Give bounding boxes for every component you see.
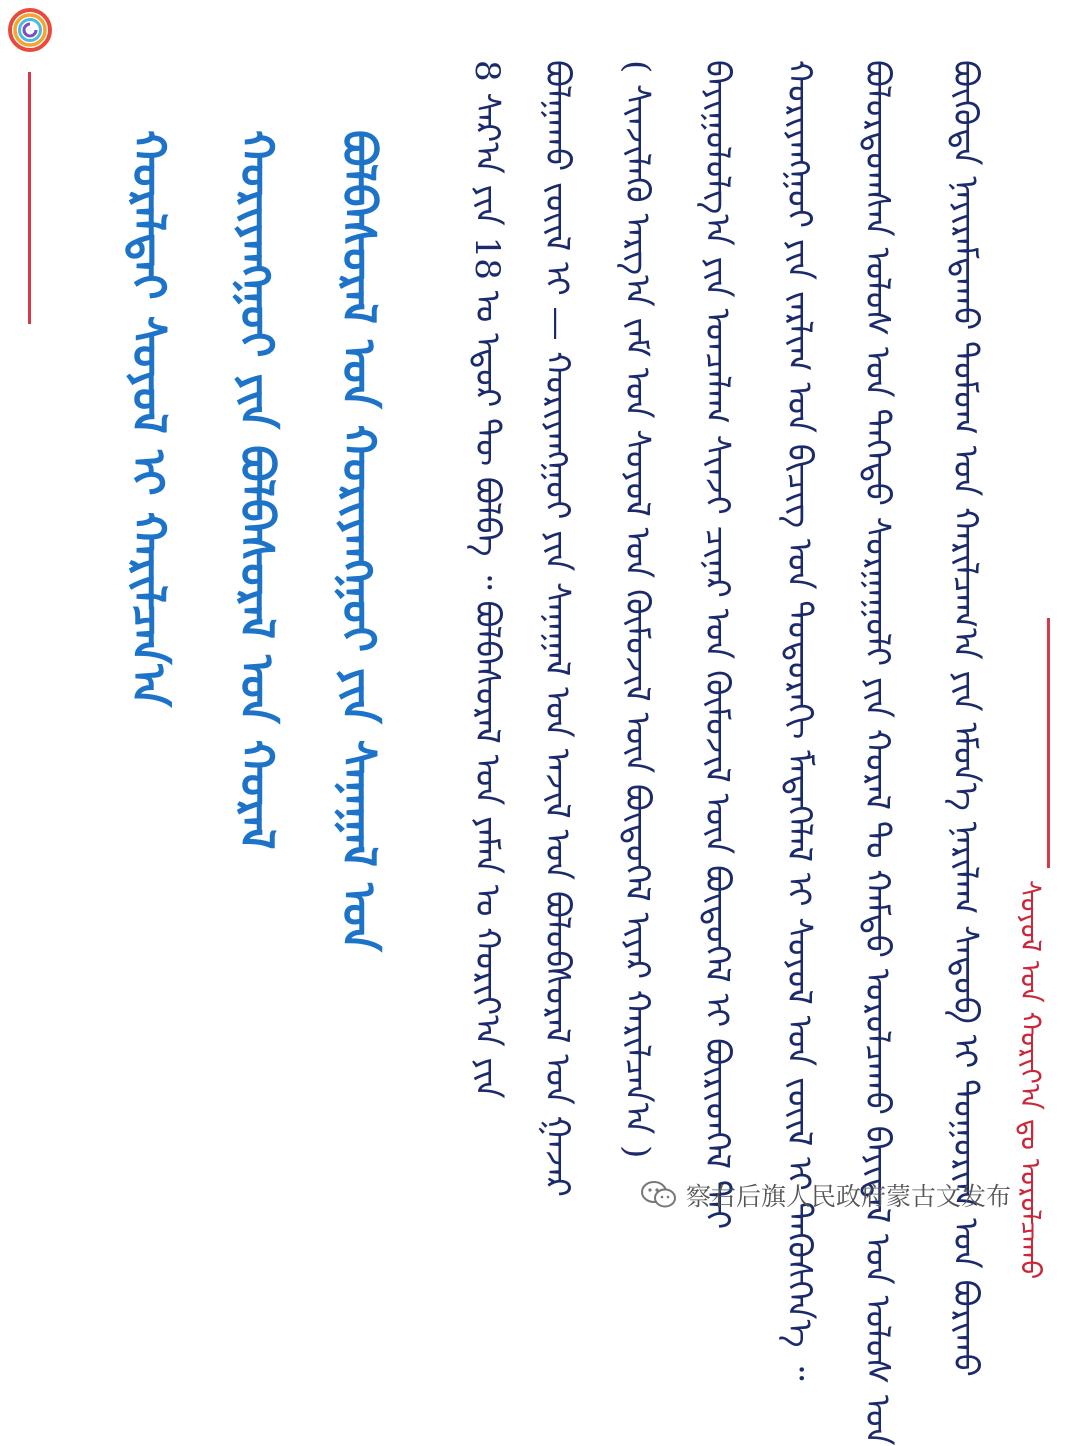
title-line-2: ᠬᠣᠷᠢᠶᠠᠩᠭᠤᠢ ᠶᠢᠨ ᠪᠣᠯᠪᠠᠰᠤᠷᠠᠯ ᠤᠨ ᠬᠤᠷᠠᠯ: [230, 130, 284, 850]
body-line-3: ᠬᠣᠷᠢᠶᠠᠩᠭᠤᠢ ᠶᠢᠨ ᠵᠠᠷᠯᠢᠭ ᠤᠨ ᠪᠢᠴᠢᠭ ᠤᠨ ᠳᠣᠳᠣᠷᠠᠬᠢ ᠮᠡᠳᠡᠭᠡᠯᠡᠯ ᠢ ᠰᠣᠶᠣᠯ ᠤᠨ ᠵᠦᠢᠯ ᠢ ᠲᠡᠭᠦᠰᠭᠡᠨ᠎ᠡ ᠃: [779, 60, 819, 1381]
title-line-1: ᠪᠣᠯᠪᠠᠰᠤᠷᠠᠯ ᠤᠨ ᠬᠤᠷᠢᠶᠠᠩᠭᠤᠢ ᠶᠢᠨ ᠰᠠᠨᠠᠭᠠᠯ ᠤᠨ: [332, 130, 386, 952]
body-line-4: ᠪᠠᠶᠢᠭᠤᠯᠤᠯᠭ᠎ᠠ ᠶᠢᠨ ᠣᠨᠴᠠᠯᠠᠭ ᠰᠢᠨᠵᠢ ᠴᠢᠨᠠᠷ ᠤᠨ ᠬᠦᠮᠦᠵᠢᠯ ᠦᠨ ᠪᠦᠲᠦᠭᠡᠯ ᠢ ᠪᠦᠷᠢᠳᠬᠡᠯ ᠲᠡᠢ: [697, 60, 737, 1230]
wechat-icon: [640, 1180, 678, 1210]
watermark-text: 察右后旗人民政府蒙古文发布: [686, 1182, 1012, 1211]
body-line-5: ( ᠰᠢᠨᠵᠢᠯᠡᠬᠦ ᠠᠷᠭ᠎ᠠ ᠵᠠᠮ ᠤᠨ ᠰᠣᠶᠣᠯ ᠤᠨ ᠬᠦᠮᠦᠵᠢᠯ ᠦᠨ ᠪᠦᠲᠦᠭᠡᠯ ᠢᠶᠡᠷ ᠬᠠᠷᠢᠯᠴᠠᠨ᠎ᠠ ): [617, 60, 657, 1159]
body-line-6: ᠪᠣᠯᠭᠠᠬᠤ ᠵᠦᠢᠯ ᠢ — ᠬᠣᠷᠢᠶᠠᠩᠭᠤᠢ ᠶᠢᠨ ᠰᠠᠨᠠᠭᠠᠯ ᠤᠨ ᠠᠵᠢᠯ ᠤᠨ ᠪᠣᠯᠣᠪᠰᠤᠷᠠᠯ ᠤᠨ ᠭᠠᠵᠠᠷ: [537, 60, 577, 1197]
body-line-1: ᠪᠦᠭᠦᠳᠡ ᠨᠠᠶᠢᠷᠠᠮᠳᠠᠬᠤ ᠳᠣᠮᠣᠭ ᠤᠨ ᠬᠠᠷᠢᠯᠴᠠᠭ᠎ᠠ ᠶᠢᠨ ᠡᠮᠦᠨ᠎ᠡ ᠨᠠᠷᠢᠯᠠᠭ ᠰᠡᠳᠦᠪ ᠢ ᠲᠣᠭᠣᠷᠢᠭ ᠤᠨ ᠪᠤᠷᠢᠬᠤ: [945, 60, 985, 1377]
body-line-2: ᠪᠣᠯᠣᠷᠳᠣᠭᠰᠠᠨ ᠤᠯᠤᠰ ᠤᠨ ᠳᠡᠭᠡᠳᠦ ᠰᠤᠷᠭᠠᠭᠤᠯᠢ ᠶᠢᠨ ᠬᠤᠷᠠᠯ ᠲᠤ ᠬᠠᠮᠲᠤ ᠣᠷᠣᠯᠴᠠᠬᠤ ᠪᠠᠶᠢᠳᠠᠯ ᠤᠨ ᠤᠯᠤᠰ ᠤᠨ: [857, 60, 897, 1446]
title-line-3: ᠬᠤᠷᠠᠯᠳᠠᠶ ᠰᠣᠶᠣᠯ ᠢ ᠬᠠᠷᠢᠯᠴᠠᠨ᠎ᠠ: [122, 130, 176, 708]
spiral-logo-icon: [8, 8, 52, 52]
section-label: ᠰᠣᠶᠣᠯ ᠤᠨ ᠬᠣᠷᠢᠶ᠎ᠠ ᠳᠤ ᠣᠷᠣᠯᠴᠠᠬᠤ: [1014, 880, 1047, 1280]
left-divider: [28, 72, 31, 324]
right-divider: [1047, 618, 1050, 868]
body-line-7: 8 ᠰᠠᠷ᠎ᠠ ᠶᠢᠨ 18 ᠤ ᠡᠳᠦᠷ ᠲᠦ ᠪᠣᠯᠪᠠ ᠃ ᠪᠣᠯᠪᠠᠰᠤᠷᠠᠯ ᠤᠨ ᠶᠠᠮᠠᠨ ᠤ ᠬᠣᠷᠢᠶ᠎ᠠ ᠶᠢᠨ: [467, 60, 507, 1099]
watermark: [640, 1175, 1011, 1215]
